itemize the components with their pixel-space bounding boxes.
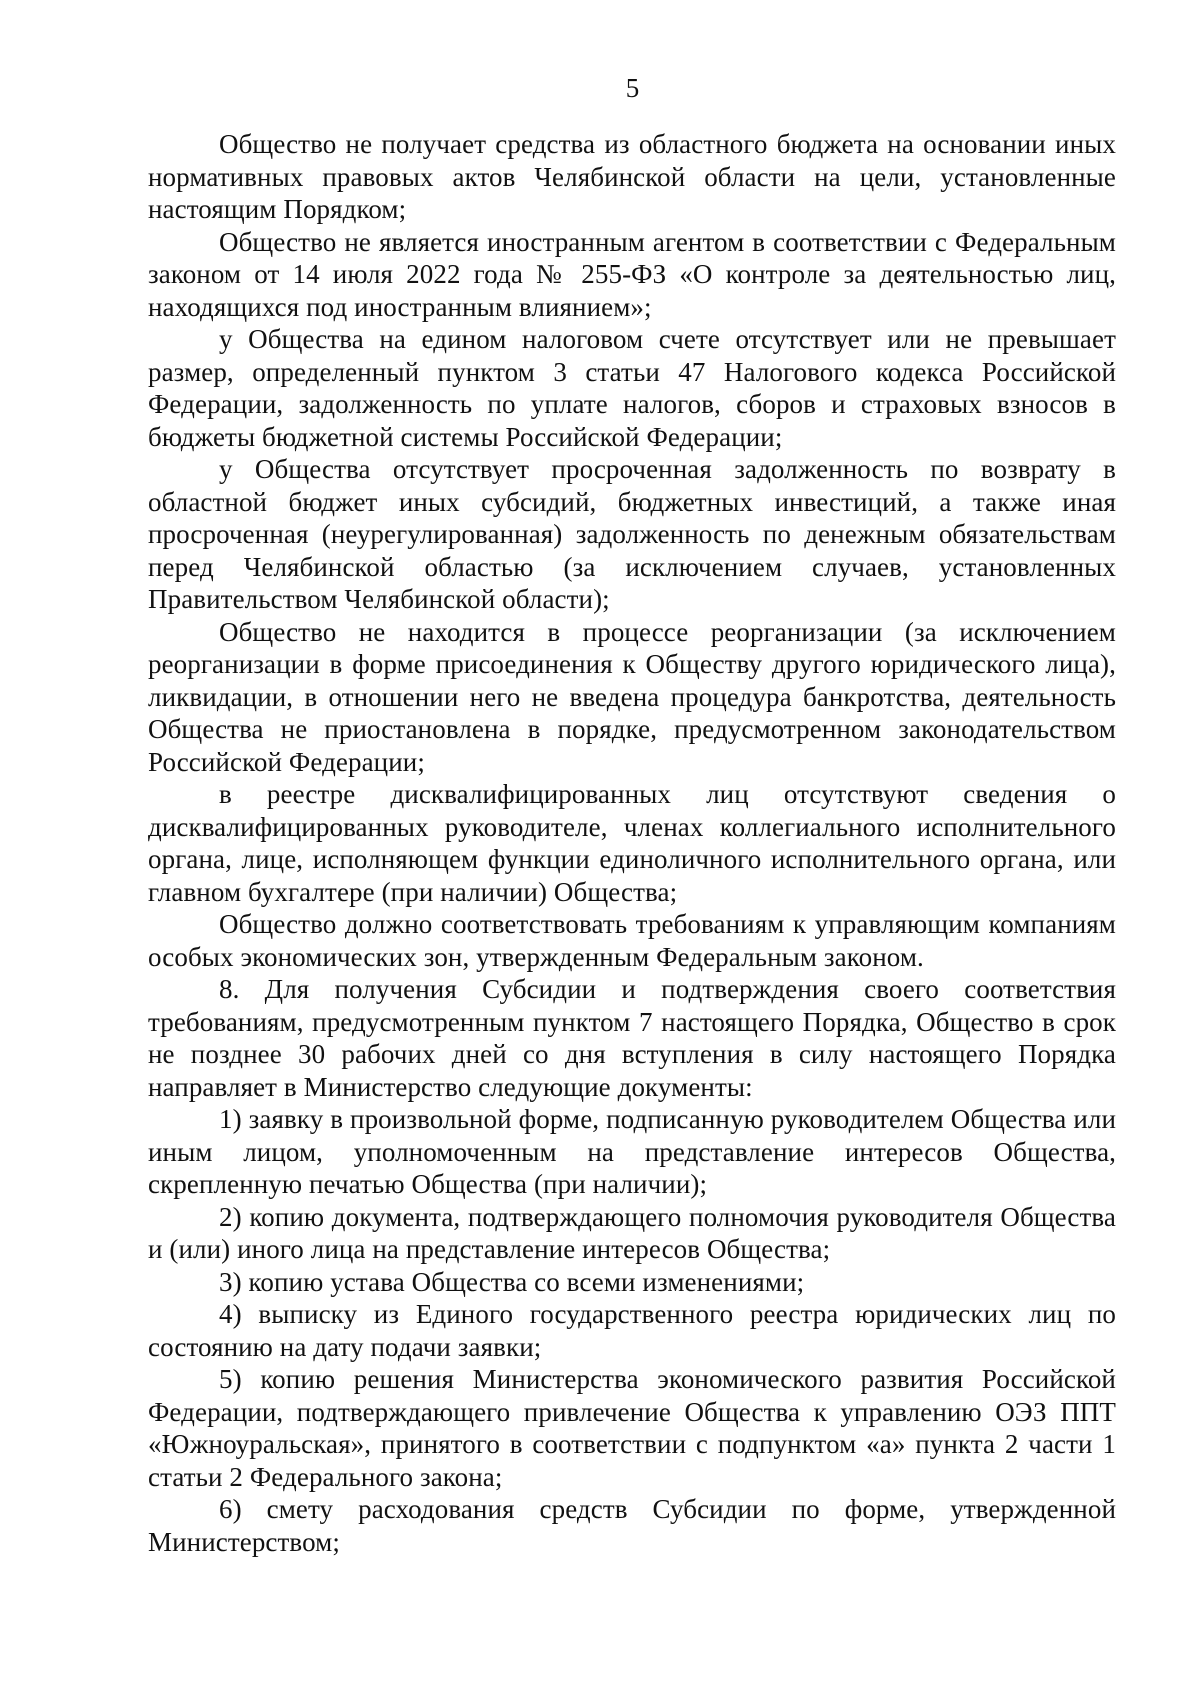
paragraph-disqualified-persons: в реестре дисквалифицированных лиц отсутствуют сведения о дисквалифицированных руководителе, членах коллегиального исполнительного органа, лице, исполняющем функции единоличного исполнительного органа, или главном бухгалтере (при наличии) Общества;	[148, 779, 1116, 907]
list-item-3: 3) копию устава Общества со всеми изменениями;	[219, 1266, 805, 1297]
list-item-2: 2) копию документа, подтверждающего полномочия руководителя Общества и (или) иного лица на представление интересов Общества;	[148, 1201, 1116, 1264]
list-item-4: 4) выписку из Единого государственного реестра юридических лиц по состоянию на дату подачи заявки;	[148, 1299, 1116, 1362]
paragraph-not-foreign-agent: Общество не является иностранным агентом в соответствии с Федеральным законом от 14 июля 2022 года № 255-ФЗ «О контроле за деятельностью лиц, находящихся под иностранным влиянием»;	[148, 226, 1116, 322]
paragraph-item-8: 8. Для получения Субсидии и подтверждения своего соответствия требованиям, предусмотренным пунктом 7 настоящего Порядка, Общество в срок не позднее 30 рабочих дней со дня вступления в силу настоящего Порядка направляет в Министерство следующие документы:	[148, 974, 1116, 1102]
paragraph-overdue-debt: у Общества отсутствует просроченная задолженность по возврату в областной бюджет иных субсидий, бюджетных инвестиций, а также иная просроченная (неурегулированная) задолженность по денежным обязательствам перед Челябинской областью (за исключением случаев, установленных Правительством Челябинской области);	[148, 454, 1116, 614]
paragraph-tax-debt: у Общества на едином налоговом счете отсутствует или не превышает размер, определенный пунктом 3 статьи 47 Налогового кодекса Российской Федерации, задолженность по уплате налогов, сборов и страховых взносов в бюджеты бюджетной системы Российской Федерации;	[148, 324, 1116, 452]
paragraph-no-regional-funds: Общество не получает средства из областного бюджета на основании иных нормативных правовых актов Челябинской области на цели, установленные настоящим Порядком;	[148, 129, 1116, 224]
list-item-1: 1) заявку в произвольной форме, подписанную руководителем Общества или иным лицом, уполномоченным на представление интересов Общества, скрепленную печатью Общества (при наличии);	[148, 1104, 1116, 1199]
paragraph-reorganization: Общество не находится в процессе реорганизации (за исключением реорганизации в форме присоединения к Обществу другого юридического лица), ликвидации, в отношении него не введена процедура банкротства, деятельность Общества не приостановлена в порядке, предусмотренном законодательством Российской Федерации;	[148, 616, 1116, 777]
list-item-6: 6) смету расходования средств Субсидии по форме, утвержденной Министерством;	[148, 1494, 1116, 1557]
paragraph-sez-requirements: Общество должно соответствовать требованиям к управляющим компаниям особых экономических зон, утвержденным Федеральным законом.	[148, 909, 1116, 972]
list-item-5: 5) копию решения Министерства экономического развития Российской Федерации, подтверждающего привлечение Общества к управлению ОЭЗ ППТ «Южноуральская», принятого в соответствии с подпунктом «а» пункта 2 части 1 статьи 2 Федерального закона;	[148, 1364, 1116, 1492]
page-number: 5	[625, 73, 640, 103]
document-body	[148, 128, 1116, 1558]
